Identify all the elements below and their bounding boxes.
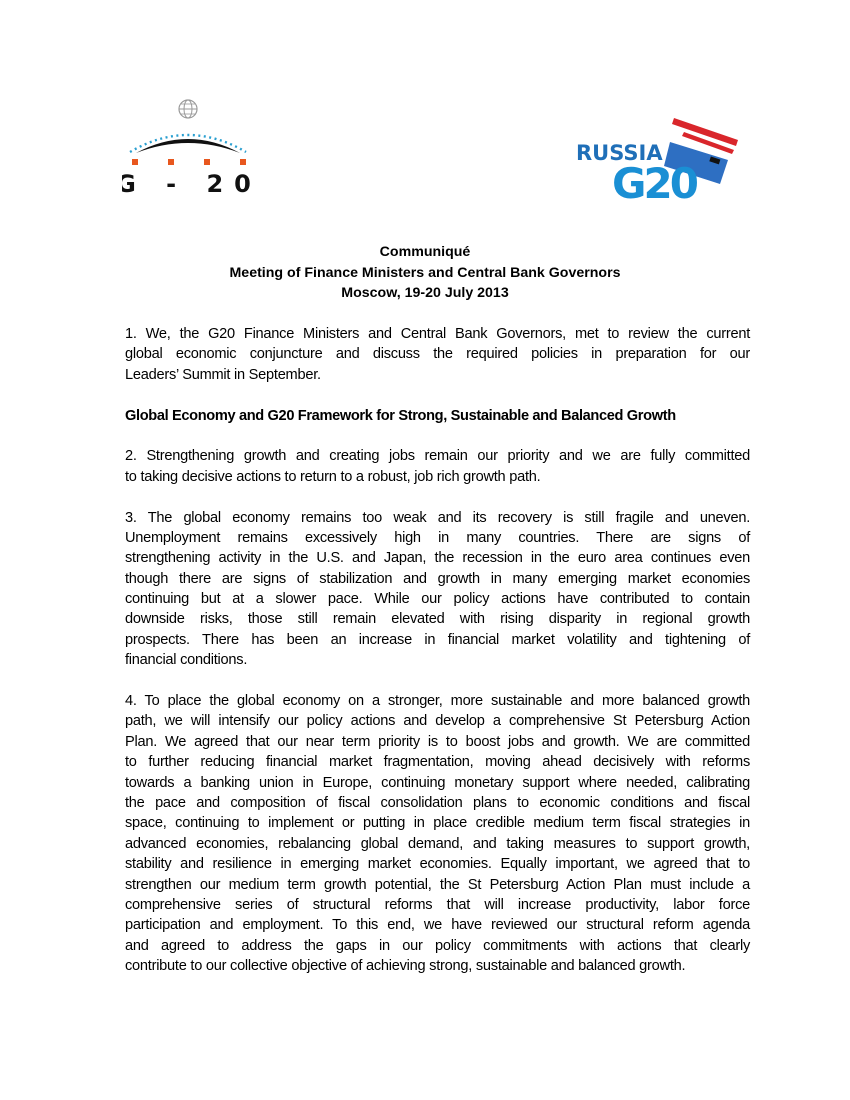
paragraph-1 xyxy=(125,324,750,385)
text-line: Plan. We agreed that our near term priority is to boost jobs and growth. We are committed xyxy=(125,733,750,750)
text-line: though there are signs of stabilization and growth in many emerging market economies xyxy=(125,570,750,587)
text-line: advanced economies, rebalancing global demand, and taking measures to support growth, xyxy=(125,835,750,852)
communique-header xyxy=(0,242,850,304)
meeting-title: Meeting of Finance Ministers and Central Bank Governors xyxy=(229,264,621,281)
document-title: Communiqué xyxy=(379,244,471,260)
text-line: to taking decisive actions to return to a robust, job rich growth path. xyxy=(125,468,541,485)
text-line: participation and employment. To this end, we have reviewed our structural reform agenda xyxy=(125,917,750,934)
text-line: strengthen our medium term growth potential, the St Petersburg Action Plan must include a xyxy=(125,876,750,893)
text-line: the pace and composition of fiscal consolidation plans to economic conditions and fiscal xyxy=(125,795,750,811)
text-line: prospects. There has been an increase in financial market volatility and tightening of xyxy=(125,631,750,648)
text-line: comprehensive series of structural reforms that will increase productivity, labor force xyxy=(125,896,750,913)
text-line: financial conditions. xyxy=(125,652,248,669)
russia-flag-icon xyxy=(574,118,746,203)
text-line: stability and resilience in emerging market economies. Equally important, we agreed that to xyxy=(125,856,750,873)
document-body xyxy=(125,324,750,997)
text-line: global economic conjuncture and discuss the required policies in preparation for our xyxy=(125,346,750,363)
paragraph-4 xyxy=(125,691,750,976)
russia-g20-logo xyxy=(574,118,746,203)
text-line: path, we will intensify our policy actions and develop a comprehensive St Petersburg Action xyxy=(125,713,750,730)
text-line: to further reducing financial market fragmentation, moving ahead decisively with reforms xyxy=(125,754,750,771)
text-line: 3. The global economy remains too weak and its recovery is still fragile and uneven. xyxy=(125,509,750,526)
globe-arc-icon xyxy=(122,95,257,195)
g20-text: G20 xyxy=(612,159,696,203)
section-heading: Global Economy and G20 Framework for Strong, Sustainable and Balanced Growth xyxy=(125,407,676,424)
text-line: towards a banking union in Europe, continuing monetary support where needed, calibrating xyxy=(125,774,750,791)
russia-text: RUSSIA xyxy=(576,141,663,165)
text-line: continuing but at a slower pace. While our policy actions have contributed to contain xyxy=(125,591,750,608)
text-line: strengthening activity in the U.S. and Japan, the recession in the euro area continues even xyxy=(125,550,750,567)
g20-logo xyxy=(122,95,257,195)
text-line: downside risks, those still remain elevated with rising disparity in regional growth xyxy=(125,611,750,628)
text-line: Leaders’ Summit in September. xyxy=(125,366,321,383)
text-line: 4. To place the global economy on a stronger, more sustainable and more balanced growth xyxy=(125,693,750,710)
paragraph-2 xyxy=(125,446,750,487)
text-line: contribute to our collective objective of achieving strong, sustainable and balanced growth. xyxy=(125,958,686,975)
text-line: and agreed to address the gaps in our policy commitments with actions that clearly xyxy=(125,937,750,954)
text-line: Unemployment remains excessively high in many countries. There are signs of xyxy=(125,529,750,546)
text-line: 2. Strengthening growth and creating jobs remain our priority and we are fully committed xyxy=(125,448,750,465)
g20-logo-text: G - 20 xyxy=(122,170,257,195)
text-line: space, continuing to implement or putting in place credible medium term fiscal strategies in xyxy=(125,815,750,832)
text-line: 1. We, the G20 Finance Ministers and Central Bank Governors, met to review the current xyxy=(125,326,750,342)
paragraph-3 xyxy=(125,508,750,671)
location-date: Moscow, 19-20 July 2013 xyxy=(341,285,509,301)
